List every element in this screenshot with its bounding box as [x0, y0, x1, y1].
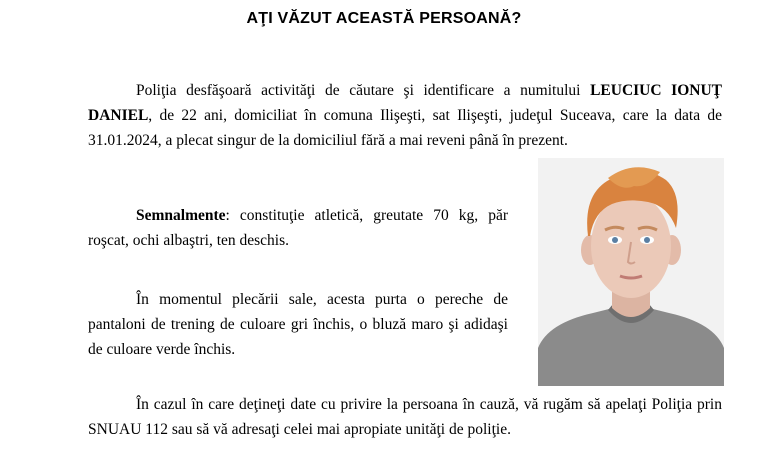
contact-paragraph: În cazul în care deţineţi date cu privire la persoana în cauză, vă rugăm să apelaţi Poliţia prin SNUAU 112 sau să vă adresaţi celei mai apropiate unităţi de poliţie. — [88, 396, 722, 438]
page-title: AŢI VĂZUT ACEASTĂ PERSOANĂ? — [246, 10, 522, 27]
portrait-illustration — [538, 158, 724, 386]
right-iris — [644, 237, 650, 243]
left-iris — [612, 237, 618, 243]
intro-text-start: Poliţia desfăşoară activităţi de căutare şi identificare a numitului — [136, 82, 591, 99]
clothing-paragraph: În momentul plecării sale, acesta purta o pereche de pantaloni de trening de culoare gri închis, o bluză maro şi adidaşi de culoare verde închis. — [88, 291, 508, 358]
missing-person-name: LEUCIUC IONUŢ DANIEL — [88, 82, 722, 124]
intro-text-end: , de 22 ani, domiciliat în comuna Ilişeşti, sat Ilişeşti, judeţul Suceava, care la data de 31.01.2024, a plecat singur de la domiciliul fără a mai reveni până în prezent. — [88, 107, 722, 149]
description-text: : constituţie atletică, greutate 70 kg, păr roşcat, ochi albaştri, ten deschis. — [88, 207, 508, 249]
description-paragraph — [88, 203, 508, 253]
description-label: Semnalmente — [136, 207, 226, 224]
intro-paragraph — [88, 78, 722, 153]
person-photo — [538, 158, 724, 386]
